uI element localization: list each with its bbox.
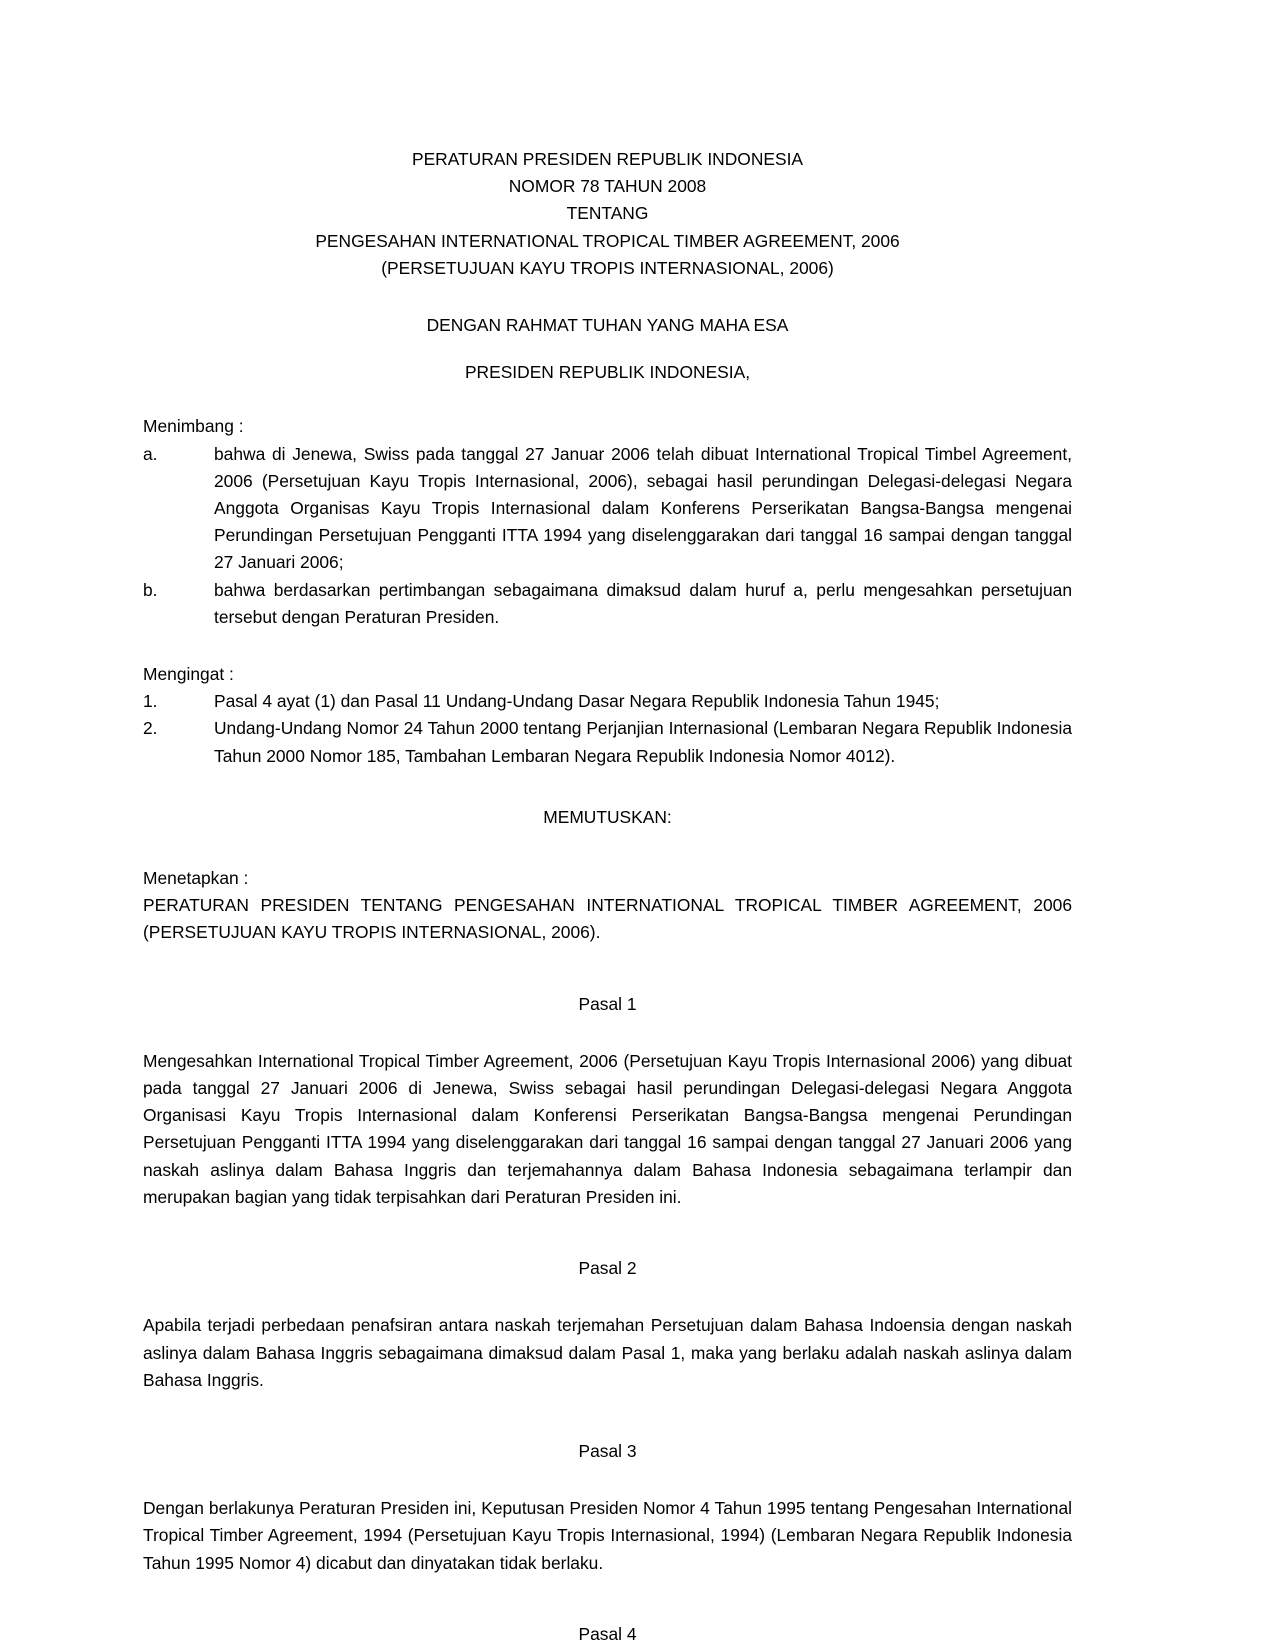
mengingat-marker-1: 1. — [143, 691, 158, 712]
blessing-line: DENGAN RAHMAT TUHAN YANG MAHA ESA — [426, 315, 789, 336]
menimbang-item-a — [143, 441, 1072, 577]
title-line-3: TENTANG — [566, 203, 649, 224]
menimbang-text-b: bahwa berdasarkan pertimbangan sebagaimana dimaksud dalam huruf a, perlu mengesahkan persetujuan tersebut dengan Peraturan Presiden. — [214, 579, 1072, 627]
title-line-5: (PERSETUJUAN KAYU TROPIS INTERNASIONAL, 2006) — [381, 257, 834, 278]
mengingat-item-2 — [143, 715, 1072, 769]
mengingat-item-1 — [143, 688, 1072, 715]
title-line-2: NOMOR 78 TAHUN 2008 — [508, 176, 707, 197]
document-content — [143, 0, 1072, 1648]
menimbang-label: Menimbang : — [143, 416, 244, 437]
menetapkan-text: PERATURAN PRESIDEN TENTANG PENGESAHAN INTERNATIONAL TROPICAL TIMBER AGREEMENT, 2006 (PERSETUJUAN KAYU TROPIS INTERNASIONAL, 2006). — [143, 895, 1072, 943]
title-line-4: PENGESAHAN INTERNATIONAL TROPICAL TIMBER AGREEMENT, 2006 — [315, 230, 900, 251]
title-line-1: PERATURAN PRESIDEN REPUBLIK INDONESIA — [411, 149, 804, 169]
pasal-4-heading: Pasal 4 — [578, 1623, 637, 1644]
mengingat-text-1: Pasal 4 ayat (1) dan Pasal 11 Undang-Undang Dasar Negara Republik Indonesia Tahun 1945; — [214, 691, 940, 712]
pasal-1-heading: Pasal 1 — [578, 993, 637, 1014]
pasal-2-body: Apabila terjadi perbedaan penafsiran antara naskah terjemahan Persetujuan dalam Bahasa Indoensia dengan naskah aslinya dalam Bahasa Inggris sebagaimana dimaksud dalam Pasal 1, maka yang berlaku adalah naskah aslinya dalam Bahasa Inggris. — [143, 1315, 1072, 1390]
pasal-3-heading: Pasal 3 — [578, 1440, 637, 1461]
menimbang-item-b — [143, 577, 1072, 631]
mengingat-marker-2: 2. — [143, 718, 158, 739]
pasal-2-heading: Pasal 2 — [578, 1258, 637, 1279]
menetapkan-label: Menetapkan : — [143, 868, 249, 889]
pasal-1-body: Mengesahkan International Tropical Timber Agreement, 2006 (Persetujuan Kayu Tropis Internasional 2006) yang dibuat pada tanggal 27 Januari 2006 di Jenewa, Swiss sebagai hasil perundingan Delegasi-delegasi Negara Anggota Organisasi Kayu Tropis Internasional dalam Konferensi Perserikatan Bangsa-Bangsa mengenai Perundingan Persetujuan Pengganti ITTA 1994 yang diselenggarakan dari tanggal 16 sampai dengan tanggal 27 Januari 2006 yang naskah aslinya dalam Bahasa Inggris dan terjemahannya dalam Bahasa Indonesia sebagaimana terlampir dan merupakan bagian yang tidak terpisahkan dari Peraturan Presiden ini. — [143, 1050, 1072, 1207]
menimbang-marker-b: b. — [143, 579, 158, 600]
menimbang-text-a: bahwa di Jenewa, Swiss pada tanggal 27 Januar 2006 telah dibuat International Tropical Timbel Agreement, 2006 (Persetujuan Kayu Tropis Internasional, 2006), sebagai hasil perundingan Delegasi-delegasi Negara Anggota Organisas Kayu Tropis Internasional dalam Konferens Perserikatan Bangsa-Bangsa mengenai Perundingan Persetujuan Pengganti ITTA 1994 yang diselenggarakan dari tanggal 16 sampai dengan tanggal 27 Januari 2006; — [214, 443, 1072, 573]
menimbang-marker-a: a. — [143, 443, 158, 464]
memutuskan-heading: MEMUTUSKAN: — [543, 806, 672, 827]
mengingat-label: Mengingat : — [143, 664, 234, 685]
mengingat-text-2: Undang-Undang Nomor 24 Tahun 2000 tentang Perjanjian Internasional (Lembaran Negara Republik Indonesia Tahun 2000 Nomor 185, Tambahan Lembaran Negara Republik Indonesia Nomor 4012). — [214, 718, 1072, 766]
pasal-3-body: Dengan berlakunya Peraturan Presiden ini, Keputusan Presiden Nomor 4 Tahun 1995 tentang Pengesahan International Tropical Timber Agreement, 1994 (Persetujuan Kayu Tropis Internasional, 1994) (Lembaran Negara Republik Indonesia Tahun 1995 Nomor 4) dicabut dan dinyatakan tidak berlaku. — [143, 1498, 1072, 1573]
authority-line: PRESIDEN REPUBLIK INDONESIA, — [464, 362, 751, 383]
document-title-block — [143, 146, 1072, 282]
